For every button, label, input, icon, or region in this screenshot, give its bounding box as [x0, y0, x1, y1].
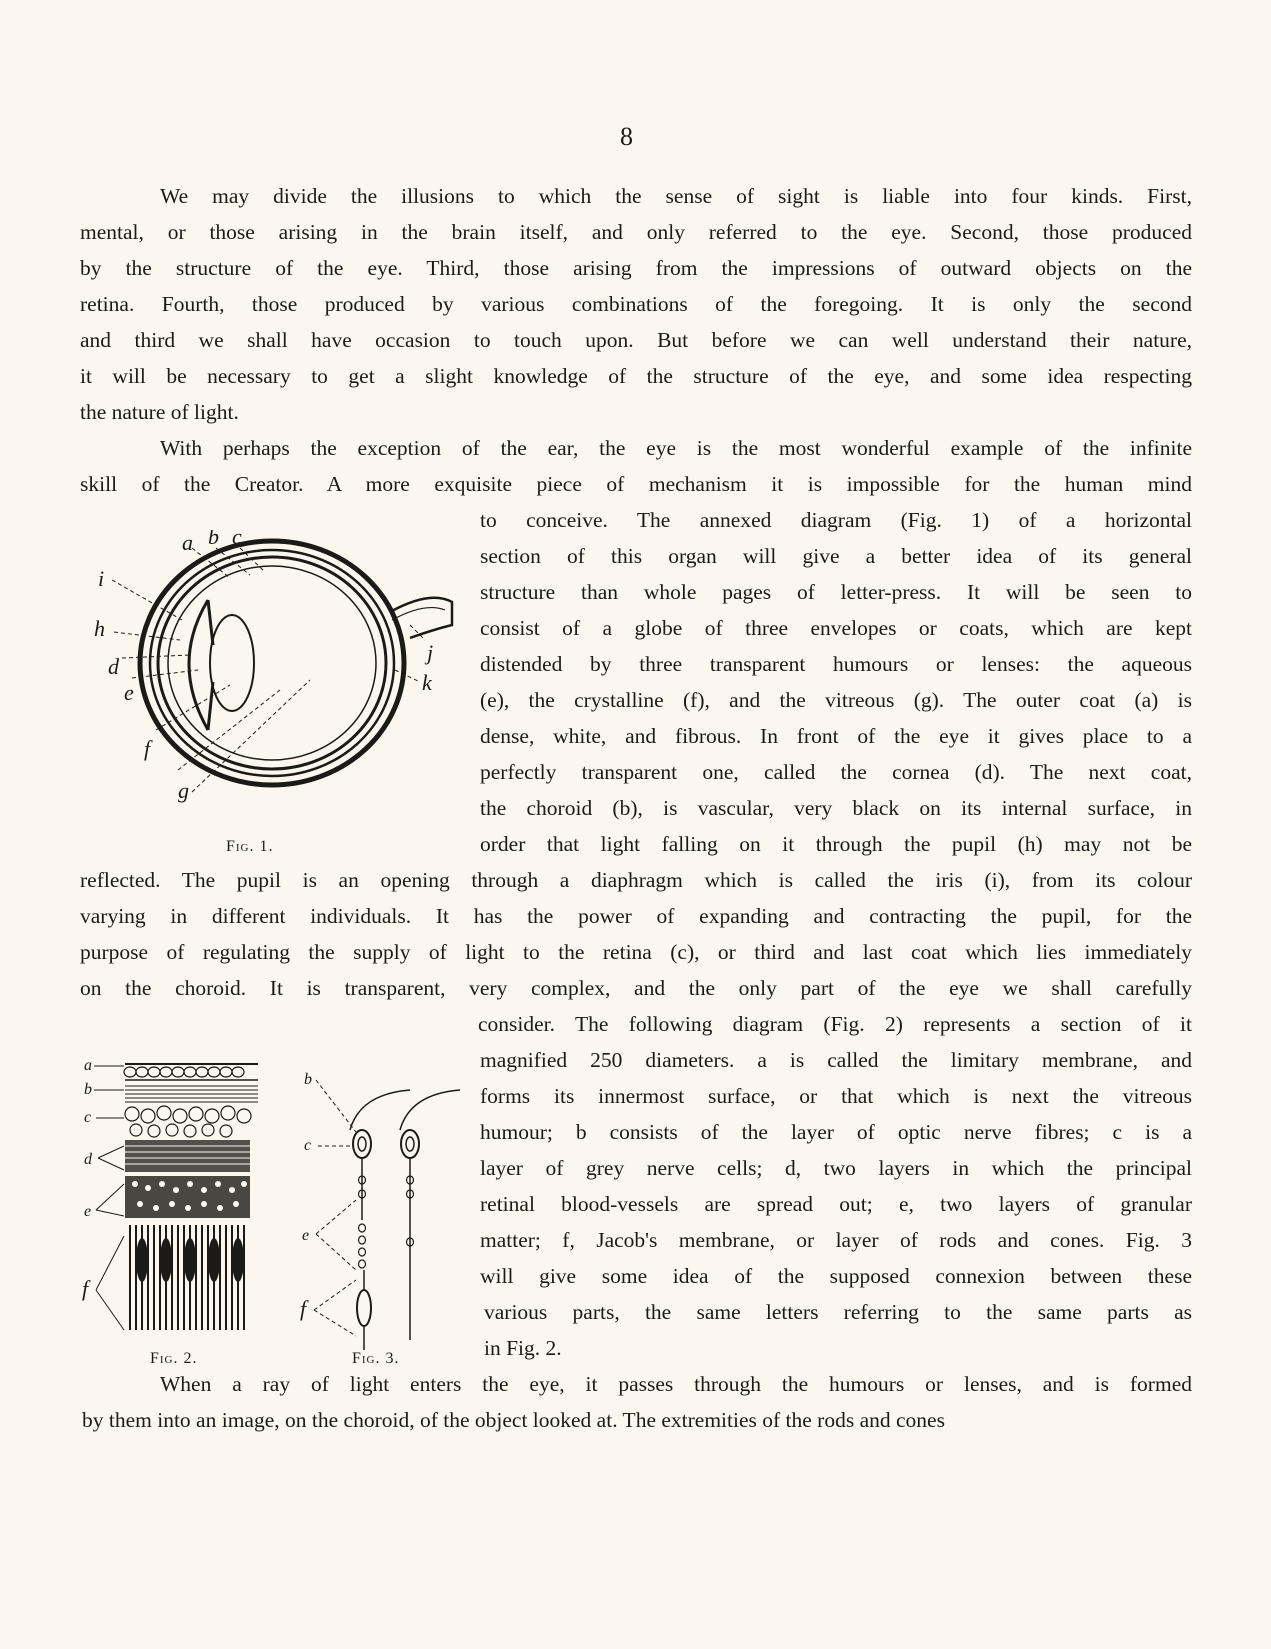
fig3-label-f: f	[300, 1296, 307, 1321]
fig1-label-j: j	[427, 640, 434, 665]
text-line: order that light falling on it through the pupil (h) may not be	[480, 832, 1192, 856]
page-number: 8	[620, 122, 633, 151]
text-line: on the choroid. It is transparent, very complex, and the only part of the eye we shall carefully	[80, 976, 1192, 1000]
fig1-label-a: a	[182, 530, 193, 555]
fig2-label-c: c	[84, 1109, 92, 1126]
text-line: matter; f, Jacob's membrane, or layer of rods and cones. Fig. 3	[480, 1228, 1192, 1252]
fig1-label-f: f	[144, 736, 151, 761]
text-line: will give some idea of the supposed connexion between these	[480, 1264, 1192, 1288]
text-line: consider. The following diagram (Fig. 2) represents a section of it	[478, 1012, 1192, 1036]
fig1-label-c: c	[232, 530, 242, 549]
text-line: perfectly transparent one, called the cornea (d). The next coat,	[480, 760, 1192, 784]
text-line: With perhaps the exception of the ear, the eye is the most wonderful example of the infinite	[160, 436, 1192, 460]
text-line: retina. Fourth, those produced by various combinations of the foregoing. It is only the second	[80, 292, 1192, 316]
fig1-label-i: i	[98, 566, 105, 591]
fig1-caption: Fig. 1.	[226, 838, 274, 855]
text-line: dense, white, and fibrous. In front of the eye it gives place to a	[480, 724, 1192, 748]
text-line: When a ray of light enters the eye, it passes through the humours or lenses, and is formed	[160, 1372, 1192, 1396]
text-line: varying in different individuals. It has the power of expanding and contracting the pupil, for the	[80, 904, 1192, 928]
text-line: magnified 250 diameters. a is called the limitary membrane, and	[480, 1048, 1192, 1072]
text-line: to conceive. The annexed diagram (Fig. 1) of a horizontal	[480, 508, 1192, 532]
fig2-label-f: f	[82, 1276, 89, 1301]
fig2-label-e: e	[84, 1203, 92, 1220]
text-line: retinal blood-vessels are spread out; e, two layers of granular	[480, 1192, 1192, 1216]
text-line: We may divide the illusions to which the sense of sight is liable into four kinds. First,	[160, 184, 1192, 208]
text-line: the nature of light.	[80, 400, 239, 424]
text-line: it will be necessary to get a slight knowledge of the structure of the eye, and some idea respecting	[80, 364, 1192, 388]
text-line: distended by three transparent humours or lenses: the aqueous	[480, 652, 1192, 676]
text-line: by them into an image, on the choroid, of the object looked at. The extremities of the rods and cones	[82, 1408, 945, 1432]
text-line: (e), the crystalline (f), and the vitreous (g). The outer coat (a) is	[480, 688, 1192, 712]
fig1-label-e: e	[124, 680, 134, 705]
figure-1-eye-diagram	[80, 530, 460, 850]
fig1-label-k: k	[422, 670, 432, 695]
figure-3-nerve-connexion	[300, 1060, 460, 1350]
figure-2-retina-section	[80, 1060, 260, 1350]
fig1-label-d: d	[108, 654, 119, 679]
text-line: mental, or those arising in the brain itself, and only referred to the eye. Second, those produced	[80, 220, 1192, 244]
text-line: humour; b consists of the layer of optic nerve fibres; c is a	[480, 1120, 1192, 1144]
fig2-caption: Fig. 2.	[150, 1350, 198, 1367]
text-line: consist of a globe of three envelopes or coats, which are kept	[480, 616, 1192, 640]
text-line: reflected. The pupil is an opening through a diaphragm which is called the iris (i), from its colour	[80, 868, 1192, 892]
text-line: in Fig. 2.	[484, 1336, 562, 1360]
fig2-label-b: b	[84, 1081, 92, 1098]
text-line: the choroid (b), is vascular, very black on its internal surface, in	[480, 796, 1192, 820]
fig1-label-g: g	[178, 778, 189, 803]
text-line: layer of grey nerve cells; d, two layers in which the principal	[480, 1156, 1192, 1180]
fig3-label-e: e	[302, 1227, 310, 1244]
fig3-label-b: b	[304, 1071, 312, 1088]
fig1-label-h: h	[94, 616, 105, 641]
text-line: section of this organ will give a better idea of its general	[480, 544, 1192, 568]
text-line: and third we shall have occasion to touch upon. But before we can well understand their nature,	[80, 328, 1192, 352]
text-line: skill of the Creator. A more exquisite piece of mechanism it is impossible for the human mind	[80, 472, 1192, 496]
fig1-label-b: b	[208, 530, 219, 549]
text-line: structure than whole pages of letter-press. It will be seen to	[480, 580, 1192, 604]
text-line: purpose of regulating the supply of light to the retina (c), or third and last coat which lies immediately	[80, 940, 1192, 964]
text-line: various parts, the same letters referring to the same parts as	[484, 1300, 1192, 1324]
fig3-label-c: c	[304, 1137, 312, 1154]
fig2-label-a: a	[84, 1060, 92, 1074]
text-line: by the structure of the eye. Third, those arising from the impressions of outward objects on the	[80, 256, 1192, 280]
text-line: forms its innermost surface, or that which is next the vitreous	[480, 1084, 1192, 1108]
fig3-caption: Fig. 3.	[352, 1350, 400, 1367]
fig2-label-d: d	[84, 1151, 92, 1168]
